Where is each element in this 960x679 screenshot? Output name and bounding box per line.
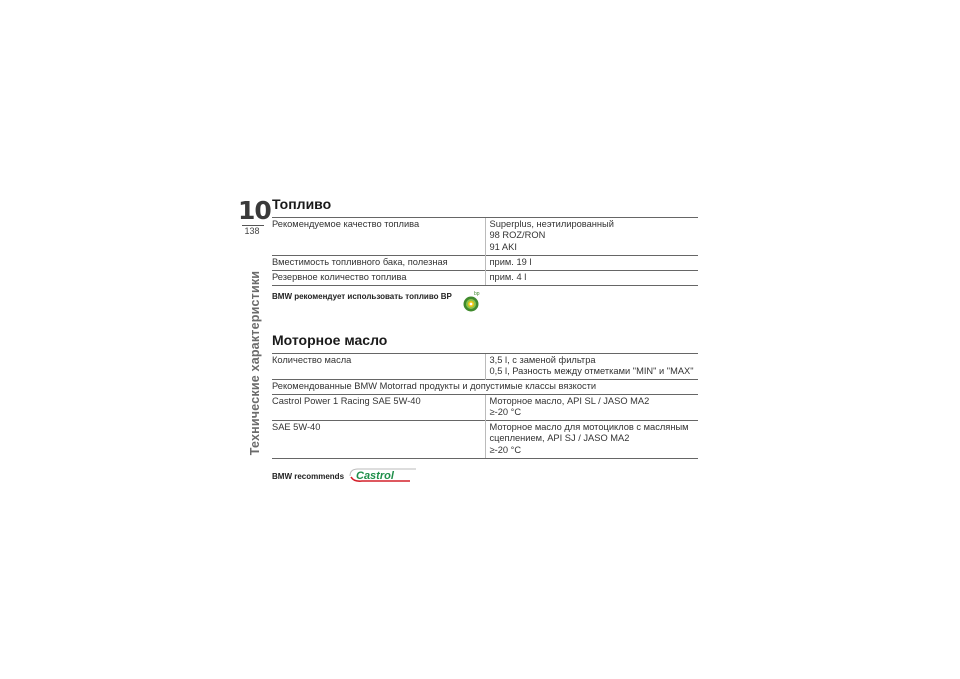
spec-value: прим. 4 l — [485, 270, 698, 285]
bp-recommendation-text: BMW рекомендует использовать топливо BP — [272, 291, 452, 301]
spec-label: SAE 5W-40 — [272, 421, 485, 459]
fuel-spec-table — [272, 217, 698, 286]
spec-label: Количество масла — [272, 353, 485, 379]
spec-heading: Рекомендованные BMW Motorrad продукты и допустимые классы вязкости — [272, 379, 698, 394]
spec-label: Castrol Power 1 Racing SAE 5W-40 — [272, 394, 485, 420]
spec-label: Рекомендуемое качество топлива — [272, 218, 485, 256]
castrol-logo-icon — [348, 467, 418, 484]
spec-value: 3,5 l, с заменой фильтра 0,5 l, Разность между отметками "MIN" и "MAX" — [485, 353, 698, 379]
bp-recommendation — [272, 292, 698, 322]
spec-value: Superplus, неэтилированный 98 ROZ/RON 91 AKI — [485, 218, 698, 256]
spec-value: Моторное масло, API SL / JASO MA2 ≥-20 °C — [485, 394, 698, 420]
bp-logo-icon — [460, 290, 482, 314]
chapter-number: 10 — [238, 196, 271, 225]
table-row — [272, 218, 698, 256]
spec-value: прим. 19 l — [485, 255, 698, 270]
castrol-logo-text: Castrol — [356, 469, 394, 482]
castrol-recommendation — [272, 467, 698, 487]
table-row — [272, 379, 698, 394]
page-content — [272, 196, 698, 487]
table-row — [272, 421, 698, 459]
bp-logo-text: bp — [474, 290, 480, 297]
oil-section-title: Моторное масло — [272, 331, 388, 348]
page-number: 138 — [244, 226, 260, 236]
fuel-section-title: Топливо — [272, 196, 332, 212]
spec-label: Резервное количество топлива — [272, 270, 485, 285]
spec-value: Моторное масло для мотоциклов с масляным сцеплением, API SJ / JASO MA2 ≥-20 °C — [485, 421, 698, 459]
spec-label: Вместимость топливного бака, полезная — [272, 255, 485, 270]
table-row — [272, 270, 698, 285]
table-row — [272, 255, 698, 270]
table-row — [272, 394, 698, 420]
table-row — [272, 353, 698, 379]
chapter-side-title: Технические характеристики — [248, 270, 262, 456]
castrol-recommendation-text: BMW recommends — [272, 471, 345, 481]
oil-spec-table — [272, 353, 698, 459]
